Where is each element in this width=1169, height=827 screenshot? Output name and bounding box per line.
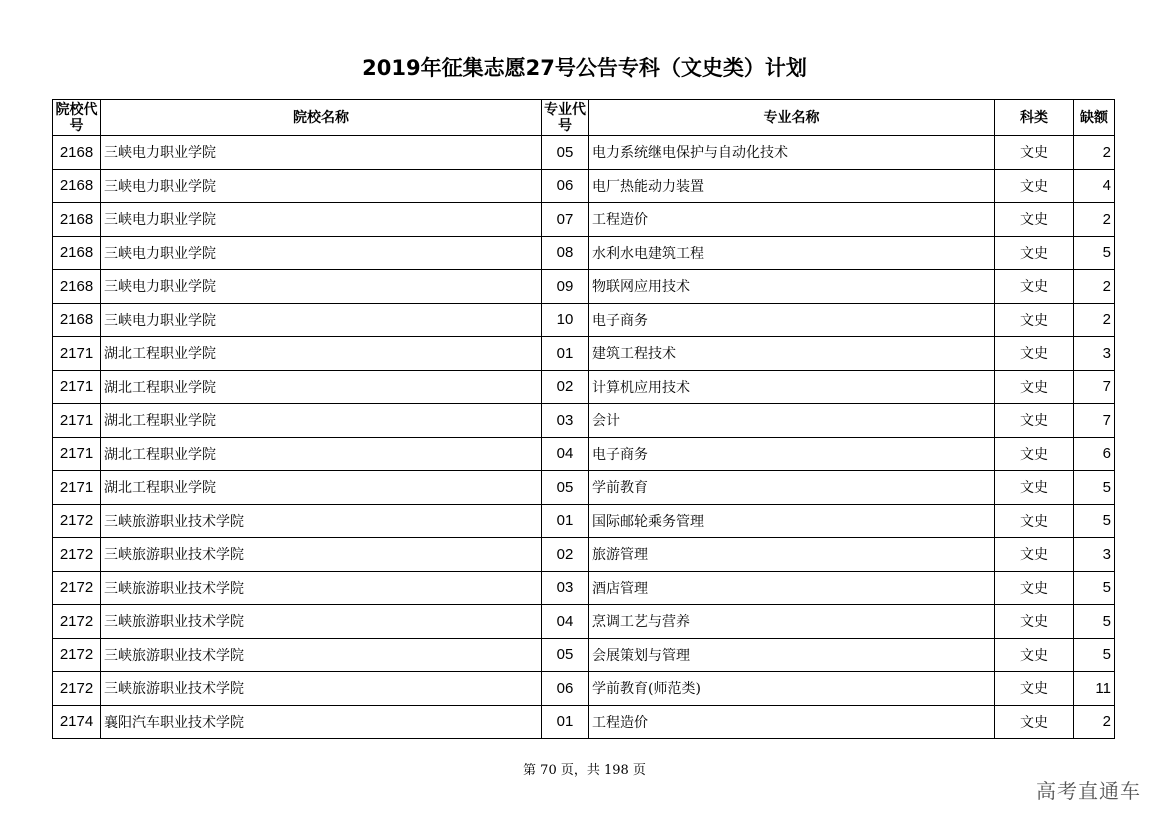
cell-quota: 3 xyxy=(1074,337,1115,371)
cell-major-code: 04 xyxy=(542,437,589,471)
cell-quota: 2 xyxy=(1074,303,1115,337)
cell-major-name: 电子商务 xyxy=(589,303,995,337)
page-number: 第 70 页，共 198 页 xyxy=(523,763,646,778)
cell-school-name: 三峡电力职业学院 xyxy=(101,303,542,337)
cell-major-code: 03 xyxy=(542,571,589,605)
table-row xyxy=(53,538,1115,572)
cell-major-name: 电子商务 xyxy=(589,437,995,471)
cell-major-name: 物联网应用技术 xyxy=(589,270,995,304)
cell-category: 文史 xyxy=(995,370,1074,404)
cell-school-code: 2168 xyxy=(53,270,101,304)
cell-school-name: 三峡旅游职业技术学院 xyxy=(101,504,542,538)
cell-major-code: 09 xyxy=(542,270,589,304)
cell-quota: 6 xyxy=(1074,437,1115,471)
cell-school-name: 湖北工程职业学院 xyxy=(101,404,542,438)
table-row xyxy=(53,504,1115,538)
cell-major-name: 学前教育 xyxy=(589,471,995,505)
cell-category: 文史 xyxy=(995,672,1074,706)
header-major-code: 专业代号 xyxy=(542,100,589,136)
table-row xyxy=(53,203,1115,237)
cell-category: 文史 xyxy=(995,404,1074,438)
cell-major-name: 酒店管理 xyxy=(589,571,995,605)
cell-school-name: 三峡旅游职业技术学院 xyxy=(101,638,542,672)
cell-category: 文史 xyxy=(995,136,1074,170)
cell-category: 文史 xyxy=(995,571,1074,605)
cell-quota: 7 xyxy=(1074,370,1115,404)
cell-major-name: 会计 xyxy=(589,404,995,438)
cell-quota: 3 xyxy=(1074,538,1115,572)
cell-school-name: 湖北工程职业学院 xyxy=(101,437,542,471)
table-row xyxy=(53,169,1115,203)
plan-table xyxy=(52,99,1115,739)
cell-quota: 11 xyxy=(1074,672,1115,706)
cell-major-name: 水利水电建筑工程 xyxy=(589,236,995,270)
cell-major-name: 国际邮轮乘务管理 xyxy=(589,504,995,538)
cell-school-code: 2171 xyxy=(53,471,101,505)
cell-school-code: 2168 xyxy=(53,169,101,203)
cell-school-code: 2172 xyxy=(53,538,101,572)
cell-quota: 5 xyxy=(1074,471,1115,505)
cell-category: 文史 xyxy=(995,538,1074,572)
cell-major-name: 电力系统继电保护与自动化技术 xyxy=(589,136,995,170)
table-row xyxy=(53,638,1115,672)
cell-school-code: 2168 xyxy=(53,236,101,270)
cell-school-code: 2172 xyxy=(53,605,101,639)
cell-school-code: 2168 xyxy=(53,136,101,170)
cell-school-code: 2172 xyxy=(53,504,101,538)
header-category: 科类 xyxy=(995,100,1074,136)
cell-category: 文史 xyxy=(995,437,1074,471)
cell-major-code: 01 xyxy=(542,337,589,371)
header-school-name: 院校名称 xyxy=(101,100,542,136)
cell-major-code: 03 xyxy=(542,404,589,438)
cell-major-name: 建筑工程技术 xyxy=(589,337,995,371)
cell-school-code: 2171 xyxy=(53,437,101,471)
cell-school-code: 2171 xyxy=(53,404,101,438)
cell-quota: 2 xyxy=(1074,705,1115,739)
table-row xyxy=(53,303,1115,337)
cell-category: 文史 xyxy=(995,303,1074,337)
cell-quota: 2 xyxy=(1074,203,1115,237)
cell-quota: 2 xyxy=(1074,136,1115,170)
table-header-row xyxy=(53,100,1115,136)
cell-category: 文史 xyxy=(995,270,1074,304)
cell-school-code: 2168 xyxy=(53,303,101,337)
header-quota: 缺额 xyxy=(1074,100,1115,136)
cell-major-name: 烹调工艺与营养 xyxy=(589,605,995,639)
cell-school-code: 2168 xyxy=(53,203,101,237)
cell-major-name: 计算机应用技术 xyxy=(589,370,995,404)
cell-school-name: 襄阳汽车职业技术学院 xyxy=(101,705,542,739)
cell-school-name: 三峡旅游职业技术学院 xyxy=(101,605,542,639)
cell-major-code: 06 xyxy=(542,169,589,203)
cell-major-name: 电厂热能动力装置 xyxy=(589,169,995,203)
cell-major-code: 05 xyxy=(542,136,589,170)
cell-school-name: 三峡电力职业学院 xyxy=(101,270,542,304)
cell-school-name: 三峡电力职业学院 xyxy=(101,136,542,170)
table-row xyxy=(53,471,1115,505)
cell-major-code: 10 xyxy=(542,303,589,337)
cell-major-name: 会展策划与管理 xyxy=(589,638,995,672)
table-row xyxy=(53,437,1115,471)
table-row xyxy=(53,404,1115,438)
cell-school-name: 三峡电力职业学院 xyxy=(101,169,542,203)
cell-major-code: 06 xyxy=(542,672,589,706)
cell-quota: 5 xyxy=(1074,236,1115,270)
cell-quota: 5 xyxy=(1074,571,1115,605)
cell-school-name: 三峡旅游职业技术学院 xyxy=(101,571,542,605)
cell-school-code: 2172 xyxy=(53,672,101,706)
cell-school-name: 湖北工程职业学院 xyxy=(101,370,542,404)
header-major-name: 专业名称 xyxy=(589,100,995,136)
table-row xyxy=(53,571,1115,605)
watermark: 高考直通车 xyxy=(1036,779,1141,803)
cell-quota: 5 xyxy=(1074,605,1115,639)
table-row xyxy=(53,337,1115,371)
cell-major-code: 02 xyxy=(542,370,589,404)
cell-category: 文史 xyxy=(995,236,1074,270)
cell-major-code: 04 xyxy=(542,605,589,639)
cell-major-name: 工程造价 xyxy=(589,705,995,739)
cell-school-code: 2172 xyxy=(53,638,101,672)
table-row xyxy=(53,605,1115,639)
table-row xyxy=(53,136,1115,170)
cell-category: 文史 xyxy=(995,471,1074,505)
cell-school-code: 2171 xyxy=(53,337,101,371)
cell-major-code: 08 xyxy=(542,236,589,270)
page-title: 2019年征集志愿27号公告专科（文史类）计划 xyxy=(362,56,807,80)
cell-school-code: 2174 xyxy=(53,705,101,739)
cell-category: 文史 xyxy=(995,705,1074,739)
cell-major-code: 05 xyxy=(542,638,589,672)
table-body xyxy=(53,136,1115,739)
cell-major-code: 01 xyxy=(542,504,589,538)
cell-category: 文史 xyxy=(995,203,1074,237)
cell-category: 文史 xyxy=(995,504,1074,538)
cell-major-name: 学前教育(师范类) xyxy=(589,672,995,706)
cell-category: 文史 xyxy=(995,638,1074,672)
cell-major-code: 01 xyxy=(542,705,589,739)
cell-school-name: 三峡旅游职业技术学院 xyxy=(101,538,542,572)
cell-school-name: 三峡电力职业学院 xyxy=(101,203,542,237)
cell-school-code: 2171 xyxy=(53,370,101,404)
cell-major-code: 02 xyxy=(542,538,589,572)
cell-school-name: 湖北工程职业学院 xyxy=(101,337,542,371)
cell-quota: 4 xyxy=(1074,169,1115,203)
table-row xyxy=(53,672,1115,706)
cell-category: 文史 xyxy=(995,169,1074,203)
cell-quota: 5 xyxy=(1074,638,1115,672)
cell-quota: 2 xyxy=(1074,270,1115,304)
cell-major-code: 07 xyxy=(542,203,589,237)
table-row xyxy=(53,705,1115,739)
table-row xyxy=(53,370,1115,404)
cell-quota: 5 xyxy=(1074,504,1115,538)
cell-category: 文史 xyxy=(995,605,1074,639)
cell-school-name: 湖北工程职业学院 xyxy=(101,471,542,505)
cell-major-name: 旅游管理 xyxy=(589,538,995,572)
cell-major-code: 05 xyxy=(542,471,589,505)
table-row xyxy=(53,236,1115,270)
table-row xyxy=(53,270,1115,304)
cell-category: 文史 xyxy=(995,337,1074,371)
cell-school-name: 三峡旅游职业技术学院 xyxy=(101,672,542,706)
cell-school-name: 三峡电力职业学院 xyxy=(101,236,542,270)
cell-quota: 7 xyxy=(1074,404,1115,438)
cell-school-code: 2172 xyxy=(53,571,101,605)
cell-major-name: 工程造价 xyxy=(589,203,995,237)
header-school-code: 院校代号 xyxy=(53,100,101,136)
